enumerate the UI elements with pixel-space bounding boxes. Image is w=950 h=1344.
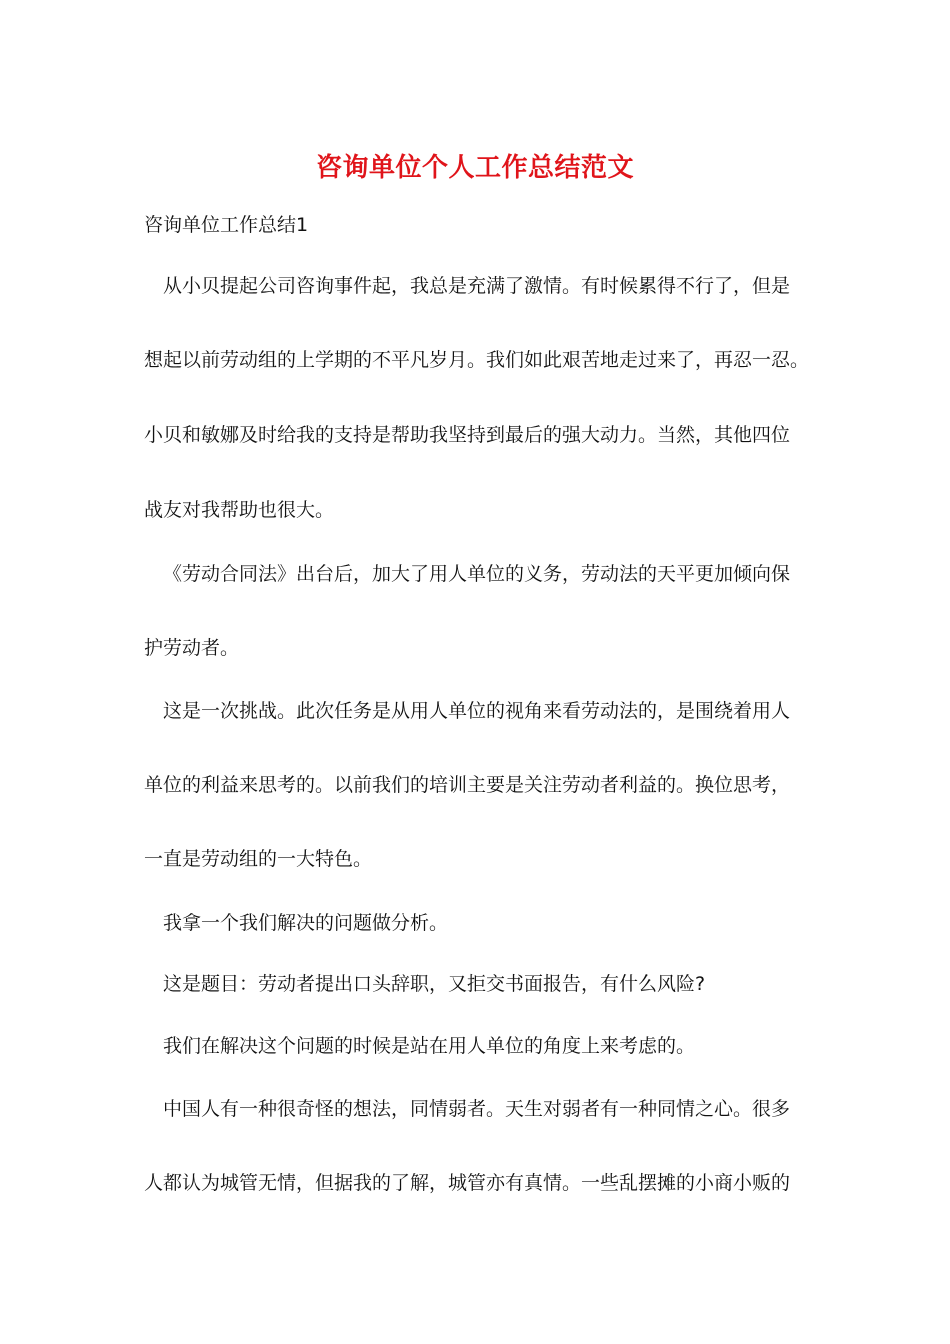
paragraph-line: 人都认为城管无情，但据我的了解，城管亦有真情。一些乱摆摊的小商小贩的: [144, 1172, 791, 1194]
paragraph-line: 小贝和敏娜及时给我的支持是帮助我坚持到最后的强大动力。当然，其他四位: [144, 424, 791, 446]
paragraph-line: 《劳动合同法》出台后，加大了用人单位的义务，劳动法的天平更加倾向保: [163, 563, 791, 585]
section-heading: 咨询单位工作总结1: [144, 214, 309, 236]
paragraph-line: 想起以前劳动组的上学期的不平凡岁月。我们如此艰苦地走过来了，再忍一忍。: [144, 349, 810, 371]
paragraph-line: 从小贝提起公司咨询事件起，我总是充满了激情。有时候累得不行了，但是: [163, 275, 791, 297]
paragraph-line: 中国人有一种很奇怪的想法，同情弱者。天生对弱者有一种同情之心。很多: [163, 1098, 791, 1120]
paragraph-line: 单位的利益来思考的。以前我们的培训主要是关注劳动者利益的。换位思考，: [144, 774, 791, 796]
paragraph-line: 战友对我帮助也很大。: [144, 499, 335, 521]
paragraph-line: 这是一次挑战。此次任务是从用人单位的视角来看劳动法的，是围绕着用人: [163, 700, 791, 722]
paragraph-line: 护劳动者。: [144, 637, 240, 659]
document-title: 咨询单位个人工作总结范文: [315, 153, 634, 183]
paragraph-line: 一直是劳动组的一大特色。: [144, 848, 373, 870]
paragraph-line: 我拿一个我们解决的问题做分析。: [163, 912, 449, 934]
paragraph-line: 这是题目：劳动者提出口头辞职，又拒交书面报告，有什么风险?: [163, 973, 706, 995]
paragraph-line: 我们在解决这个问题的时候是站在用人单位的角度上来考虑的。: [163, 1035, 696, 1057]
